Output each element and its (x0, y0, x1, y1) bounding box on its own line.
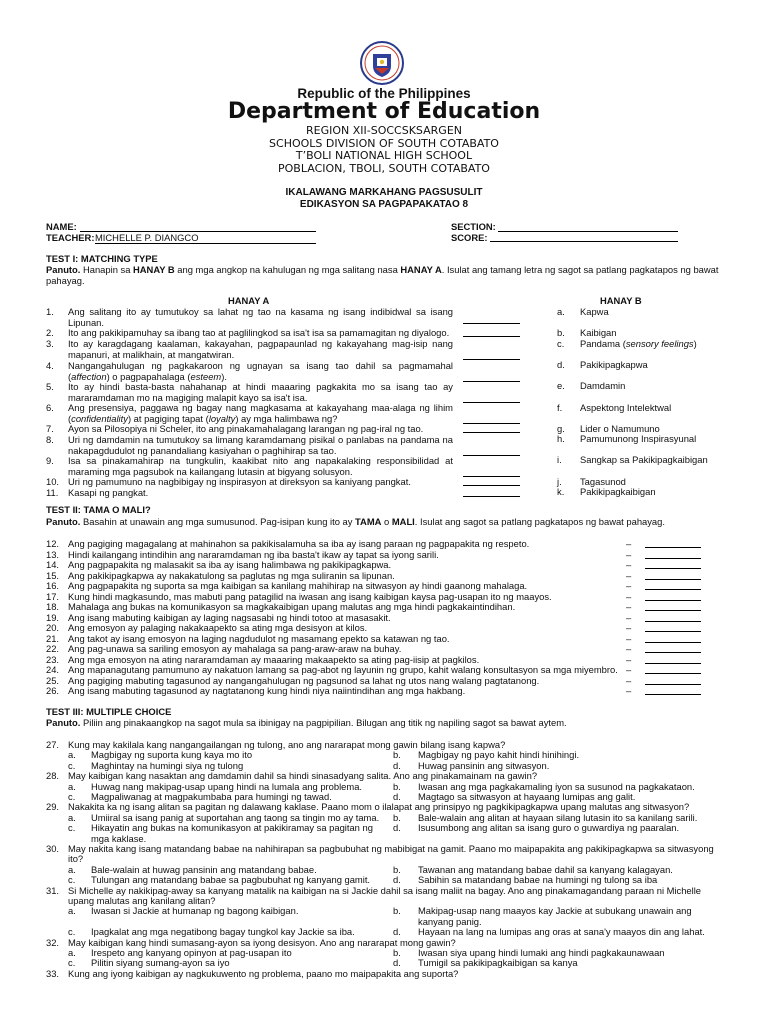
choice-letter: h. (557, 433, 565, 444)
statement-dash: – (626, 664, 632, 675)
option-letter[interactable]: a. (68, 863, 76, 875)
choice-letter: i. (557, 454, 562, 465)
statement-dash: – (626, 559, 632, 570)
statement-text: Ang mapanagutang pamumuno ay nakatuon lamang sa pag-abot ng layunin ng grupo, kahit walang konsultasyon sa mga miyembro. (68, 664, 618, 675)
question-number: 31. (46, 884, 60, 896)
statement-dash: – (626, 685, 632, 696)
statement-number: 21. (46, 632, 60, 644)
answer-blank[interactable] (645, 613, 701, 622)
option-text: Ipagkalat ang mga negatibong bagay tungkol kay Jackie sa iba. (91, 926, 355, 938)
question-number: 33. (46, 967, 60, 979)
section-label: SECTION: (451, 221, 496, 232)
question-text: Nakakita ka ng isang alitan sa pagitan ng dalawang kaklase. Paano mom o ilalapat ang prinsipyo ng pagkikipagkapwa upang malutas ang sitwasyon? (68, 801, 690, 813)
statement-number: 12. (46, 538, 60, 549)
choice-text: Damdamin (580, 380, 626, 391)
item-text: mapanuri, at malikhain, at mangatwiran. (68, 348, 235, 360)
region-block (0, 125, 768, 175)
option-text: Tawanan ang matandang babae dahil sa kanyang kalagayan. (418, 863, 673, 875)
region-line: REGION XII-SOCCSKSARGEN (306, 124, 462, 137)
address-line: POBLACION, TBOLI, SOUTH COTABATO (278, 161, 490, 175)
option-text: Tulungan ang matandang babae sa pagbubuhat ng kanyang gamit. (91, 874, 371, 886)
question-number: 32. (46, 936, 60, 948)
statement-number: 23. (46, 653, 60, 665)
item-number: 7. (46, 423, 54, 434)
option-text: Magtago sa sitwasyon at hayaang lumipas ang galit. (418, 791, 636, 802)
option-text: Iwasan si Jackie at humanap ng bagong kaibigan. (91, 905, 299, 917)
option-text: Bale-walain ang alitan at hayaan silang lutasin ito sa kanilang sarili. (418, 811, 698, 823)
option-text: Huwag pansinin ang sitwasyon. (418, 759, 550, 771)
option-text: Hikayatin ang bukas na komunikasyon at pakikiramay sa pagitan ng (91, 822, 373, 834)
option-text: Hayaan na lang na lumipas ang oras at sana'y maayos din ang lahat. (418, 926, 705, 938)
option-letter[interactable]: c. (68, 791, 76, 802)
answer-blank[interactable] (463, 424, 520, 433)
answer-blank[interactable] (463, 468, 520, 477)
item-text: Kasapi ng pangkat. (68, 487, 149, 498)
score-label: SCORE: (451, 232, 488, 243)
test1-instructions: Panuto. Hanapin sa HANAY B ang mga angkop na kahulugan ng mga salitang nasa HANAY A. Isulat ang tamang letra ng sagot sa patlang pagkatapos ng bawat pahayag. (46, 264, 719, 286)
answer-blank[interactable] (645, 634, 701, 643)
option-letter[interactable]: b. (393, 947, 401, 958)
question-number: 27. (46, 739, 60, 750)
division-line: SCHOOLS DIVISION OF SOUTH COTABATO (269, 136, 499, 150)
option-text: Pilitin siyang sumang-ayon sa iyo (91, 957, 230, 969)
choice-letter: d. (557, 359, 565, 370)
answer-blank[interactable] (645, 665, 701, 674)
statement-dash: – (626, 601, 632, 612)
choice-text: Pamumunong Inspirasyunal (580, 433, 697, 444)
option-text: Iwasan ang mga pagkakamaling iyon sa susunod na pagkakataon. (418, 780, 695, 792)
statement-number: 26. (46, 685, 60, 696)
option-letter[interactable]: c. (68, 759, 76, 771)
choice-text: Kaibigan (580, 327, 617, 338)
choice-letter: c. (557, 338, 565, 349)
statement-number: 19. (46, 611, 60, 623)
section-field[interactable] (498, 231, 678, 232)
statement-dash: – (626, 611, 632, 623)
statement-dash: – (626, 632, 632, 644)
item-text: Uri ng pamumuno na nagbibigay ng inspirasyon at direksyon sa kaniyang pangkat. (68, 476, 411, 487)
option-letter[interactable]: d. (393, 874, 401, 886)
statement-number: 18. (46, 601, 60, 612)
item-number: 10. (46, 476, 60, 487)
item-number: 8. (46, 434, 54, 445)
item-number: 6. (46, 402, 54, 413)
statement-dash: – (626, 569, 632, 581)
question-text: Kung may kakilala kang nangangailangan ng tulong, ano ang nararapat mong gawin bilang isang kapwa? (68, 739, 506, 750)
item-text: Ang salitang ito ay tumutukoy sa lahat ng tao na kasama ng isang indibidwal sa isang (68, 306, 453, 317)
option-text: Bale-walain at huwag pansinin ang matandang babae. (91, 863, 317, 875)
test1-panuto-label: Panuto. (46, 264, 81, 275)
test2-title: TEST II: TAMA O MALI? (46, 504, 151, 515)
question-text: May nakita kang isang matandang babae na nahihirapan sa pagbubuhat ng mabibigat na gamit. Paano mo maipapakita ang pakikipagkapwa sa sitwasyong (68, 843, 714, 854)
statement-text: Kung hindi magkasundo, mas mabuti pang patagilid na iwasan ang isang kaibigan kaysa pag-usapan ito ng maayos. (68, 590, 552, 602)
statement-dash: – (626, 548, 632, 560)
item-text: Ayon sa Pilosopiya ni Scheler, ito ang pinakamahalagang larangan ng pag-iral ng tao. (68, 423, 424, 434)
statement-number: 25. (46, 674, 60, 686)
item-number: 1. (46, 306, 54, 317)
republic-line: Republic of the Philippines (297, 86, 471, 101)
answer-blank[interactable] (645, 539, 701, 548)
question-number: 28. (46, 770, 60, 782)
statement-number: 22. (46, 643, 60, 654)
question-text: ito? (68, 853, 84, 865)
statement-text: Ang pakikipagkapwa ay nakakatulong sa paglutas ng mga suliranin sa lipunan. (68, 569, 395, 581)
teacher-label: TEACHER: (46, 232, 95, 243)
item-text: Ang presensiya, paggawa ng bagay nang magkasama at kakayahang maa-alaga ng lihim (68, 402, 453, 413)
answer-blank[interactable] (463, 328, 520, 337)
test2-instructions: Panuto. Basahin at unawain ang mga sumusunod. Pag-isipan kung ito ay TAMA o MALI. Isulat ang sagot sa patlang pagkatapos ng bawat pahayag. (46, 516, 665, 527)
choice-text: Pandama (sensory feelings) (580, 338, 697, 349)
answer-blank[interactable] (463, 394, 520, 403)
option-letter[interactable]: a. (68, 780, 76, 792)
statement-text: Mahalaga ang bukas na komunikasyon sa magkakaibigan upang malutas ang mga hindi pagkakaintindihan. (68, 601, 516, 612)
statement-text: Ang emosyon ay palaging nakakaapekto sa ating mga desisyon at kilos. (68, 622, 368, 633)
statement-text: Ang isang mabuting kaibigan ay laging nagsasabi ng hindi totoo at masasakit. (68, 611, 391, 623)
test3-title: TEST III: MULTIPLE CHOICE (46, 706, 172, 717)
statement-number: 17. (46, 590, 60, 602)
school-line: T’BOLI NATIONAL HIGH SCHOOL (295, 149, 473, 163)
statement-text: Ang pagpapakita ng malasakit sa iba ay isang halimbawa ng pakikipagkapwa. (68, 559, 392, 570)
answer-blank[interactable] (463, 477, 520, 486)
statement-text: Hindi kailangang intindihin ang nararamdaman ng iba basta't ikaw ay tapat sa iyong sarili. (68, 548, 439, 560)
item-number: 9. (46, 455, 54, 466)
option-text: Irespeto ang kanyang opinyon at pag-usapan ito (91, 947, 292, 958)
deped-seal-icon (354, 40, 410, 86)
option-text: Maghintay na humingi siya ng tulong (91, 759, 244, 771)
option-text: Magbigay ng suporta kung kaya mo ito (91, 749, 253, 761)
option-letter[interactable]: b. (393, 749, 401, 761)
option-text: mga kaklase. (91, 832, 147, 844)
question-number: 30. (46, 843, 60, 854)
item-text: Isa sa pinakamahirap na tungkulin, kaakibat nito ang napakalaking responsibilidad at (68, 455, 453, 466)
answer-blank[interactable] (645, 560, 701, 569)
item-text: Nangangahulugan ng pagkakaroon ng ugnayan sa isang tao dahil sa pagmamahal (68, 360, 453, 371)
statement-text: Ang isang mabuting tagasunod ay nagtatanong kung hindi niya naiintindihan ang mga hakbang. (68, 685, 466, 696)
option-text: Makipag-usap nang maayos kay Jackie at subukang unawain ang (418, 905, 692, 917)
option-text: Umiiral sa isang panig at suportahan ang taong sa tingin mo ay tama. (91, 811, 380, 823)
score-field[interactable] (490, 241, 678, 242)
question-text: Si Michelle ay nakikipag-away sa kanyang matalik na kaibigan na si Jackie dahil sa isang maliit na bagay. Ano ang pinakamagandang paraan ni Michelle (68, 884, 702, 896)
answer-blank[interactable] (645, 686, 701, 695)
hanay-b-header: HANAY B (600, 295, 642, 306)
answer-blank[interactable] (645, 581, 701, 590)
item-text: Uri ng damdamin na tumutukoy sa limang karamdamang pisikal o panlabas na pandama na (68, 434, 453, 445)
statement-number: 14. (46, 559, 60, 570)
option-letter[interactable]: c. (68, 822, 76, 834)
choice-letter: j. (557, 476, 562, 487)
item-number: 4. (46, 360, 54, 371)
option-letter[interactable]: b. (393, 863, 401, 875)
option-letter[interactable]: b. (393, 811, 401, 823)
choice-letter: b. (557, 327, 565, 338)
option-text: Magpaliwanag at magpakumbaba para humingi ng tawad. (91, 791, 332, 802)
choice-letter: f. (557, 402, 563, 413)
item-number: 3. (46, 338, 54, 349)
item-number: 11. (46, 487, 59, 498)
choice-text: Kapwa (580, 306, 609, 317)
option-text: Sabihin sa matandang babae na humingi ng tulong sa iba (418, 874, 658, 886)
option-letter[interactable]: d. (393, 957, 401, 969)
choice-text: Sangkap sa Pakikipagkaibigan (580, 454, 708, 465)
statement-number: 15. (46, 569, 60, 581)
hanay-a-header: HANAY A (228, 295, 270, 306)
item-text: (confidentiality) at pagiging tapat (loyalty) ay mga halimbawa ng? (68, 412, 338, 424)
answer-blank[interactable] (645, 602, 701, 611)
option-letter[interactable]: c. (68, 926, 76, 938)
statement-text: Ang pagiging mabuting tagasunod ay nangangahulugan ng pagsunod sa lahat ng utos nang walang pagtatanong. (68, 674, 540, 686)
exam-title: IKALAWANG MARKAHANG PAGSUSULIT (285, 187, 483, 198)
statement-dash: – (626, 590, 632, 602)
statement-text: Ang pag-unawa sa sariling emosyon ay mahalaga sa pang-araw-araw na buhay. (68, 643, 402, 654)
name-label: NAME: (46, 221, 77, 232)
exam-subject: EDIKASYON SA PAGPAPAKATAO 8 (299, 199, 469, 210)
statement-dash: – (626, 643, 632, 654)
option-letter[interactable]: b. (393, 780, 401, 792)
teacher-field (95, 233, 316, 244)
option-letter[interactable]: d. (393, 791, 401, 802)
choice-text: Aspektong Intelektwal (580, 402, 672, 413)
option-letter[interactable]: b. (393, 905, 401, 917)
option-letter[interactable]: a. (68, 811, 76, 823)
item-text: Ito ang pakikipamuhay sa ibang tao at paglilingkod sa isa't isa sa pamamagitan ng diyalogo. (68, 327, 450, 338)
statement-text: Ang pagpapakita ng suporta sa mga kaibigan sa kanilang mahihirap na sitwasyon ay hindi gaanong mahalaga. (68, 580, 528, 591)
answer-blank[interactable] (645, 655, 701, 664)
teacher-value: MICHELLE P. DIANGCO (95, 232, 199, 243)
choice-letter: k. (557, 486, 565, 497)
option-letter[interactable]: d. (393, 926, 401, 938)
item-text: Lipunan. (68, 316, 104, 328)
answer-blank[interactable] (463, 447, 520, 456)
answer-blank[interactable] (645, 592, 701, 601)
question-text: May kaibigan kang hindi sumasang-ayon sa iyong desisyon. Ano ang nararapat mong gawin? (68, 936, 456, 948)
statement-number: 13. (46, 548, 60, 560)
statement-dash: – (626, 622, 632, 633)
option-letter[interactable]: a. (68, 749, 76, 761)
answer-blank[interactable] (645, 571, 701, 580)
option-text: Iwasan siya upang hindi lumaki ang hindi pagkakaunawaan (418, 947, 665, 958)
statement-dash: – (626, 538, 632, 549)
statement-dash: – (626, 653, 632, 665)
item-text: maraming mga pagsubok na kailangang lutasin at bigyang solusyon. (68, 465, 353, 477)
option-text: kanyang panig. (418, 915, 482, 927)
answer-blank[interactable] (645, 644, 701, 653)
item-text: (affection) o pagpapahalaga (esteem). (68, 370, 227, 382)
statement-number: 20. (46, 622, 60, 633)
choice-letter: e. (557, 380, 565, 391)
test1-title: TEST I: MATCHING TYPE (46, 253, 158, 264)
option-text: Magbigay ng payo kahit hindi hinihingi. (418, 749, 580, 761)
choice-text: Lider o Namumuno (580, 423, 660, 434)
answer-blank[interactable] (645, 623, 701, 632)
answer-blank[interactable] (463, 415, 520, 424)
choice-letter: a. (557, 306, 565, 317)
item-text: nakapagdudulot ng panandaliang kasiyahan o paghihirap sa tao. (68, 444, 337, 456)
option-letter[interactable]: c. (68, 957, 76, 969)
question-text: Kung ang iyong kaibigan ay nagkukuwento ng problema, paano mo maipapakita ang suporta? (68, 967, 459, 979)
item-number: 5. (46, 381, 54, 392)
option-text: Isusumbong ang alitan sa isang guro o guwardiya ng paaralan. (418, 822, 680, 834)
statement-number: 24. (46, 664, 60, 675)
answer-blank[interactable] (463, 351, 520, 360)
answer-blank[interactable] (463, 488, 520, 497)
answer-blank[interactable] (645, 676, 701, 685)
option-letter[interactable]: d. (393, 822, 401, 834)
item-text: Ito ay karagdagang kaalaman, kakayahan, pagpapaunlad ng kakayahang mag-isip nang (68, 338, 453, 349)
statement-text: Ang mga emosyon na ating nararamdaman ay maaaring makaapekto sa ating pag-iisip at pagkilos. (68, 653, 480, 665)
choice-text: Pakikipagkaibigan (580, 486, 656, 497)
statement-text: Ang pagiging magagalang at mahinahon sa pakikisalamuha sa iba ay isang paraan ng pagpapakita ng respeto. (68, 538, 530, 549)
choice-text-italic: sensory feelings (625, 338, 694, 349)
option-text: Tumigil sa pakikipagkaibigan sa kanya (418, 957, 578, 969)
choice-letter: g. (557, 423, 565, 434)
option-text: Huwag nang makipag-usap upang hindi na lumala ang problema. (91, 780, 363, 792)
question-text: upang malutas ang kanilang alitan? (68, 895, 216, 906)
answer-blank[interactable] (463, 373, 520, 382)
choice-text: Pakikipagkapwa (580, 359, 648, 370)
choice-text: Tagasunod (580, 476, 626, 487)
option-letter[interactable]: a. (68, 905, 76, 917)
option-letter[interactable]: a. (68, 947, 76, 958)
option-letter[interactable]: c. (68, 874, 76, 886)
question-number: 29. (46, 801, 60, 813)
item-number: 2. (46, 327, 54, 338)
item-text: Ito ay hindi basta-basta nahahanap at hindi maaaring pagkakita mo sa isang tao ay (68, 381, 453, 392)
item-text: mararamdaman mo na magiging malapit kayo sa isa't isa. (68, 391, 308, 403)
department-title: Department of Education (227, 99, 541, 124)
option-letter[interactable]: d. (393, 759, 401, 771)
statement-dash: – (626, 580, 632, 591)
answer-blank[interactable] (645, 550, 701, 559)
exam-title-block (0, 187, 768, 211)
answer-blank[interactable] (463, 315, 520, 324)
statement-dash: – (626, 674, 632, 686)
test3-instructions: Panuto. Piliin ang pinakaangkop na sagot mula sa ibinigay na pagpipilian. Bilugan ang titik ng napiling sagot sa bawat aytem. (46, 717, 567, 728)
question-text: May kaibigan kang nasaktan ang damdamin dahil sa hindi sinasadyang salita. Ano ang pinakamainam na gawin? (68, 770, 538, 782)
statement-text: Ang takot ay isang emosyon na laging nagdudulot ng masamang epekto sa katawan ng tao. (68, 632, 450, 644)
statement-number: 16. (46, 580, 60, 591)
